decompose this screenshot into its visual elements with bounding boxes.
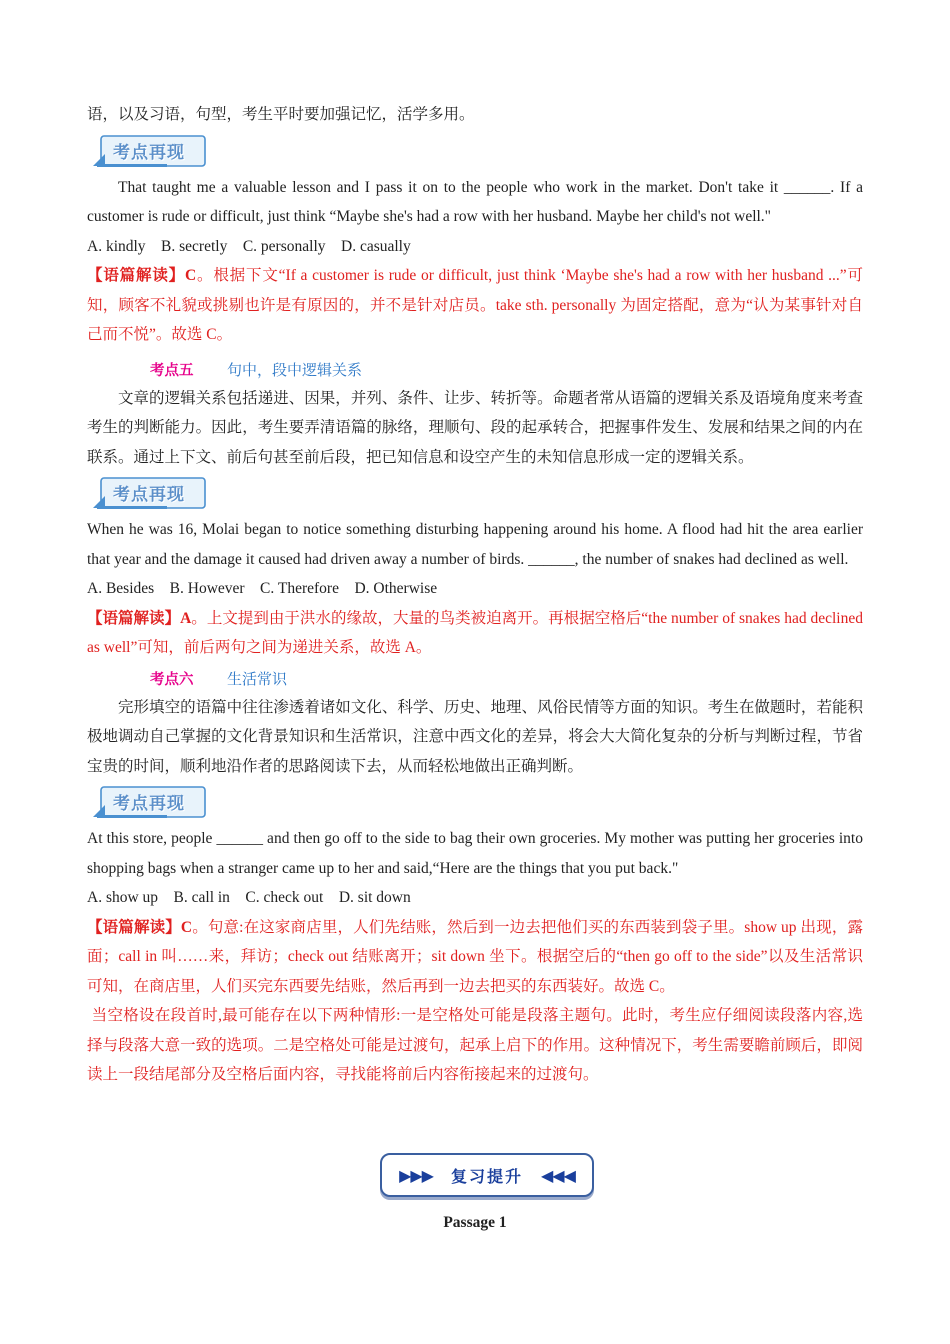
ex5-analysis xyxy=(87,604,863,663)
banner-kaodian-zaixian-2: 考点再现 xyxy=(91,476,209,512)
ex4-question: That taught me a valuable lesson and I pass it on to the people who work in the market. Don't take it ______. If a customer is rude or difficult, just think “Maybe she's had a row with her husband. Maybe her child's not well." xyxy=(87,178,863,225)
ex6-analysis-tag: 【语篇解读】C xyxy=(87,918,193,936)
section-6-title: 生活常识 xyxy=(227,669,288,688)
ex5-analysis-text: 。上文提到由于洪水的缘故，大量的鸟类被迫离开。再根据空格后“the number of snakes had declined as well”可知，前后两句之间为递进关系，故选 A。 xyxy=(87,609,863,656)
review-right-arrows-icon: ◀◀◀ xyxy=(541,1165,575,1185)
review-left-arrows-icon: ▶▶▶ xyxy=(399,1165,433,1185)
ex5-options: A. Besides B. However C. Therefore D. Otherwise xyxy=(87,580,438,597)
ex6-question: At this store, people ______ and then go off to the side to bag their own groceries. My mother was putting her groceries into shopping bags when a stranger came up to her and said,“Here are the things that you put back." xyxy=(87,830,863,877)
section-6-number: 考点六 xyxy=(150,671,194,688)
ex6-analysis xyxy=(87,913,863,1002)
section-5-number: 考点五 xyxy=(150,362,194,379)
section-6-body: 完形填空的语篇中往往渗透着诸如文化、科学、历史、地理、风俗民情等方面的知识。考生在做题时，若能积极地调动自己掌握的文化背景知识和生活常识，注意中西文化的差异，将会大大简化复杂的分析与判断过程，节省宝贵的时间，顺利地沿作者的思路阅读下去，从而轻松地做出正确判断。 xyxy=(87,698,863,775)
ex4-analysis xyxy=(87,261,863,350)
intro-tail: 语，以及习语，句型，考生平时要加强记忆，活学多用。 xyxy=(87,106,475,123)
ex5-analysis-tag: 【语篇解读】A xyxy=(87,609,192,627)
document-body xyxy=(87,100,863,1090)
ex4-options: A. kindly B. secretly C. personally D. casually xyxy=(87,237,411,255)
banner-kaodian-zaixian-3: 考点再现 xyxy=(91,785,209,821)
ex6-analysis-text: 。句意:在这家商店里，人们先结账，然后到一边去把他们买的东西装到袋子里。show up 出现，露面；call in 叫……来，拜访；check out 结账离开；sit down 坐下。根据空后的“then go off to the side”以及生活常识可知，在商店里，人们买完东西要先结账，然后再到一边去把买的东西装好。故选 C。 xyxy=(87,918,863,995)
note-paragraph: 当空格设在段首时,最可能存在以下两种情形:一是空格处可能是段落主题句。此时，考生应仔细阅读段落内容,选择与段落大意一致的选项。二是空格处可能是过渡句，起承上启下的作用。这种情况下，考生需要瞻前顾后，即阅读上一段结尾部分及空格后面内容，寻找能将前后内容衔接起来的过渡句。 xyxy=(87,1007,863,1083)
ex6-options: A. show up B. call in C. check out D. sit down xyxy=(87,889,411,906)
review-label: 复习提升 xyxy=(450,1166,523,1186)
section-5-body: 文章的逻辑关系包括递进、因果，并列、条件、让步、转折等。命题者常从语篇的逻辑关系及语境角度来考查考生的判断能力。因此，考生要弄清语篇的脉络，理顺句、段的起承转合，把握事件发生、发展和结果之间的内在联系。通过上下文、前后句甚至前后段，把已知信息和设空产生的未知信息形成一定的逻辑关系。 xyxy=(87,389,863,466)
section-5-header xyxy=(87,356,863,384)
ex4-analysis-tag: 【语篇解读】C xyxy=(87,267,197,284)
ex5-question: When he was 16, Molai began to notice something disturbing happening around his home. A flood had hit the area earlier that year and the damage it caused had driven away a number of birds. ______, the number of snakes had declined as well. xyxy=(87,521,863,568)
section-6-header xyxy=(87,665,863,693)
ex4-analysis-text: 。根据下文“If a customer is rude or difficult, just think ‘Maybe she's had a row with her husband ...”可知，顾客不礼貌或挑剔也许是有原因的，并不是针对店员。take sth. personally 为固定搭配，意为“认为某事针对自己而不悦”。故选 C。 xyxy=(87,267,863,343)
section-5-title: 句中，段中逻辑关系 xyxy=(227,360,363,379)
banner-kaodian-zaixian: 考点再现 xyxy=(91,134,209,170)
review-banner xyxy=(380,1153,594,1197)
passage-title: Passage 1 xyxy=(443,1214,507,1231)
